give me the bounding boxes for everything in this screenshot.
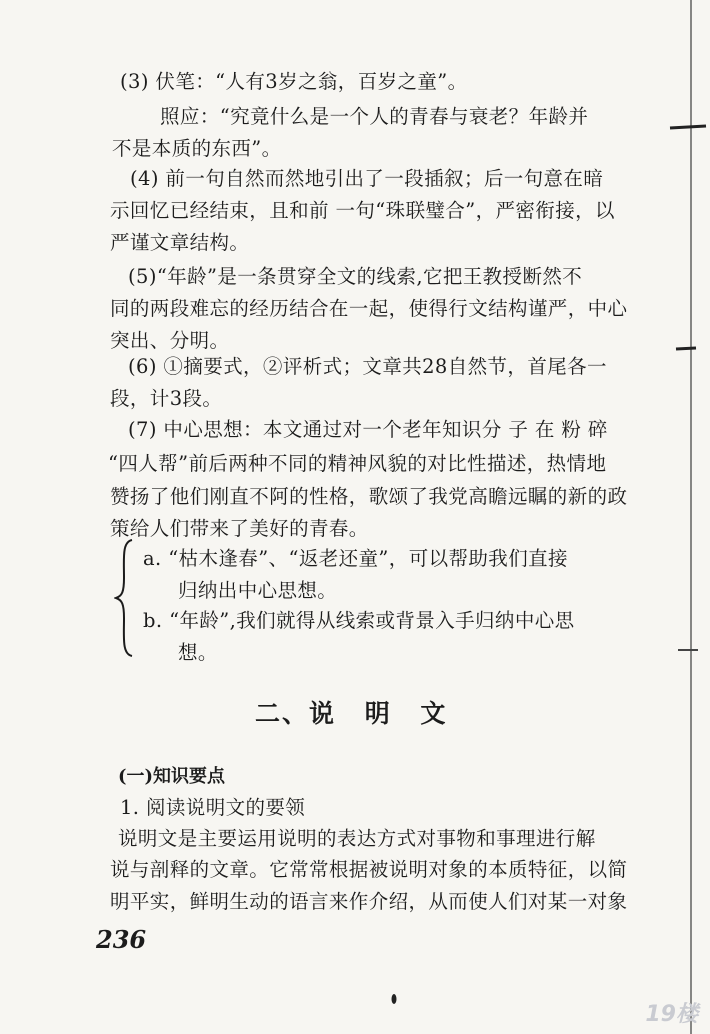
p4-line3: 严谨文章结构。 [110, 231, 250, 254]
site-watermark: 19楼 [645, 1002, 698, 1027]
p3-line1: (3) 伏笔：“人有3岁之翁，百岁之童”。 [120, 70, 468, 93]
p4-line2: 示回忆已经结束，且和前 一句“珠联璧合”，严密衔接，以 [110, 199, 615, 222]
curly-brace-icon [114, 538, 138, 658]
p7-line4: 策给人们带来了美好的青春。 [110, 517, 369, 540]
section-item-1: 1. 阅读说明文的要领 [120, 796, 306, 819]
note-a-line2: 归纳出中心思想。 [178, 579, 338, 602]
section-title: 二、说 明 文 [255, 699, 448, 728]
p5-line3: 突出、分明。 [110, 329, 230, 352]
note-b-line2: 想。 [178, 641, 218, 664]
section-subtitle: (一)知识要点 [118, 766, 226, 787]
p7-line1: (7) 中心思想：本文通过对一个老年知识分 子 在 粉 碎 [128, 418, 608, 441]
page-number: 236 [96, 925, 147, 954]
p4-line1: (4) 前一句自然而然地引出了一段插叙；后一句意在暗 [130, 167, 604, 190]
p3-line3: 不是本质的东西”。 [112, 137, 282, 160]
ink-dot-icon [390, 992, 398, 1006]
p7-line3: 赞扬了他们刚直不阿的性格，歌颂了我党高瞻远瞩的新的政 [110, 485, 628, 508]
p3-line2: 照应：“究竟什么是一个人的青春与衰老？年龄并 [160, 105, 589, 128]
p5-line2: 同的两段难忘的经历结合在一起，使得行文结构谨严，中心 [110, 297, 628, 320]
scan-mark-icon [668, 122, 708, 134]
p5-line1: (5)“年龄”是一条贯穿全文的线索,它把王教授断然不 [128, 265, 583, 288]
section-body-line3: 明平实，鲜明生动的语言来作介绍，从而使人们对某一对象 [110, 890, 628, 913]
section-body-line1: 说明文是主要运用说明的表达方式对事物和事理进行解 [118, 827, 596, 850]
page-edge-right [690, 0, 692, 1034]
p6-line1: (6) ①摘要式，②评析式；文章共28自然节，首尾各一 [128, 355, 607, 378]
scan-mark-icon [676, 645, 700, 655]
p6-line2: 段，计3段。 [110, 387, 223, 410]
scan-mark-icon [674, 344, 698, 354]
note-b-line1: b. “年龄”,我们就得从线索或背景入手归纳中心思 [143, 609, 575, 632]
p7-line2: “四人帮”前后两种不同的精神风貌的对比性描述，热情地 [108, 452, 607, 475]
section-body-line2: 说与剖释的文章。它常常根据被说明对象的本质特征，以简 [110, 858, 628, 881]
note-a-line1: a. “枯木逢春”、“返老还童”，可以帮助我们直接 [143, 547, 568, 570]
